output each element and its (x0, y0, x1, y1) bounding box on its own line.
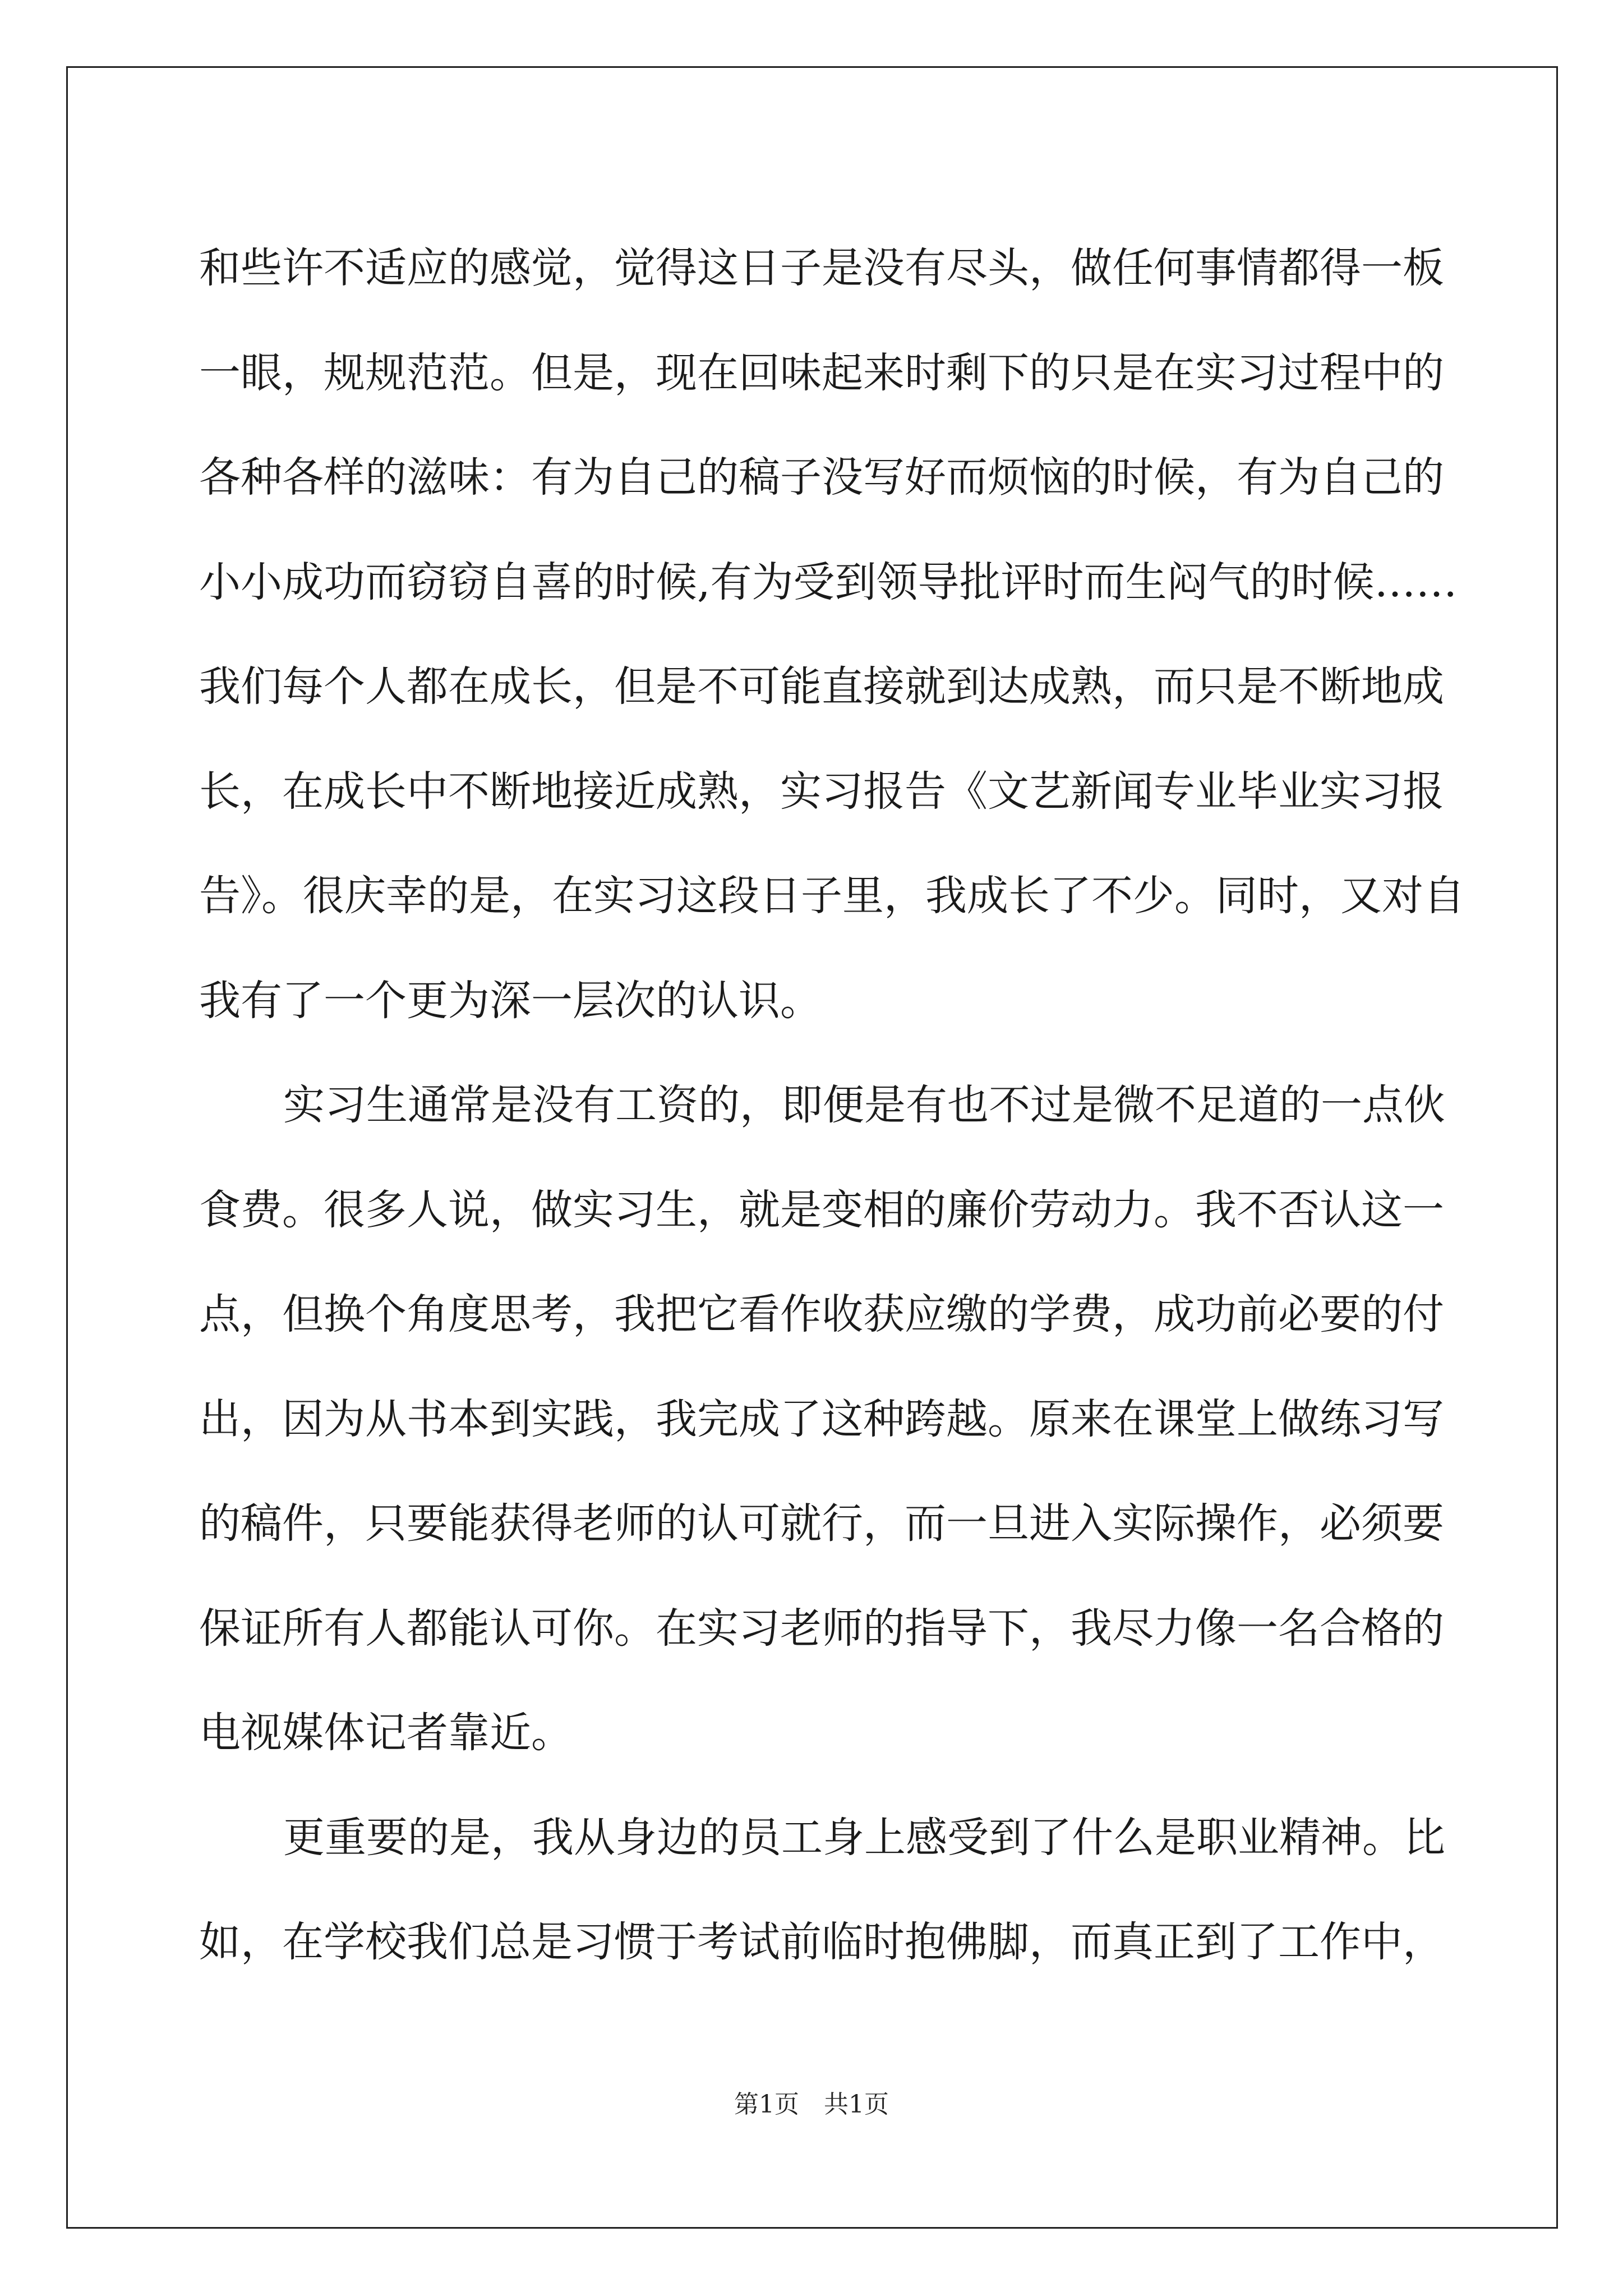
paragraph-3 (199, 1786, 1445, 1995)
paragraph-line: 更重要的是，我从身边的员工身上感受到了什么是职业精神。比 (283, 1813, 1445, 1862)
paragraph-line: 电视媒体记者靠近。 (199, 1709, 573, 1757)
paragraph-line: 一眼，规规范范。但是，现在回味起来时剩下的只是在实习过程中的 (199, 348, 1444, 397)
paragraph-line: 小小成功而窃窃自喜的时候,有为受到领导批评时而生闷气的时候…… (199, 558, 1458, 606)
paragraph-line: 长，在成长中不断地接近成熟，实习报告《文艺新闻专业毕业实习报 (199, 767, 1444, 816)
paragraph-line: 我有了一个更为深一层次的认识。 (199, 976, 822, 1025)
document-body (199, 216, 1465, 1995)
paragraph-2 (199, 1053, 1445, 1786)
paragraph-1 (199, 216, 1465, 1053)
paragraph-line: 告》。很庆幸的是，在实习这段日子里，我成长了不少。同时，又对自 (199, 872, 1465, 920)
paragraph-line: 实习生通常是没有工资的，即便是有也不过是微不足道的一点伙 (283, 1081, 1445, 1129)
paragraph-line: 和些许不适应的感觉，觉得这日子是没有尽头，做任何事情都得一板 (199, 244, 1444, 292)
paragraph-line: 食费。很多人说，做实习生，就是变相的廉价劳动力。我不否认这一 (199, 1185, 1444, 1234)
paragraph-line: 的稿件，只要能获得老师的认可就行，而一旦进入实际操作，必须要 (199, 1499, 1444, 1548)
paragraph-line: 如，在学校我们总是习惯于考试前临时抱佛脚，而真正到了工作中， (199, 1918, 1444, 1966)
paragraph-line: 出，因为从书本到实践，我完成了这种跨越。原来在课堂上做练习写 (199, 1395, 1444, 1443)
paragraph-line: 点，但换个角度思考，我把它看作收获应缴的学费，成功前必要的付 (199, 1290, 1444, 1338)
page-number-footer: 第1页 共1页 (734, 2090, 889, 2119)
paragraph-line: 我们每个人都在成长，但是不可能直接就到达成熟，而只是不断地成 (199, 662, 1444, 711)
paragraph-line: 保证所有人都能认可你。在实习老师的指导下，我尽力像一名合格的 (199, 1604, 1444, 1653)
paragraph-line: 各种各样的滋味：有为自己的稿子没写好而烦恼的时候，有为自己的 (199, 453, 1444, 501)
